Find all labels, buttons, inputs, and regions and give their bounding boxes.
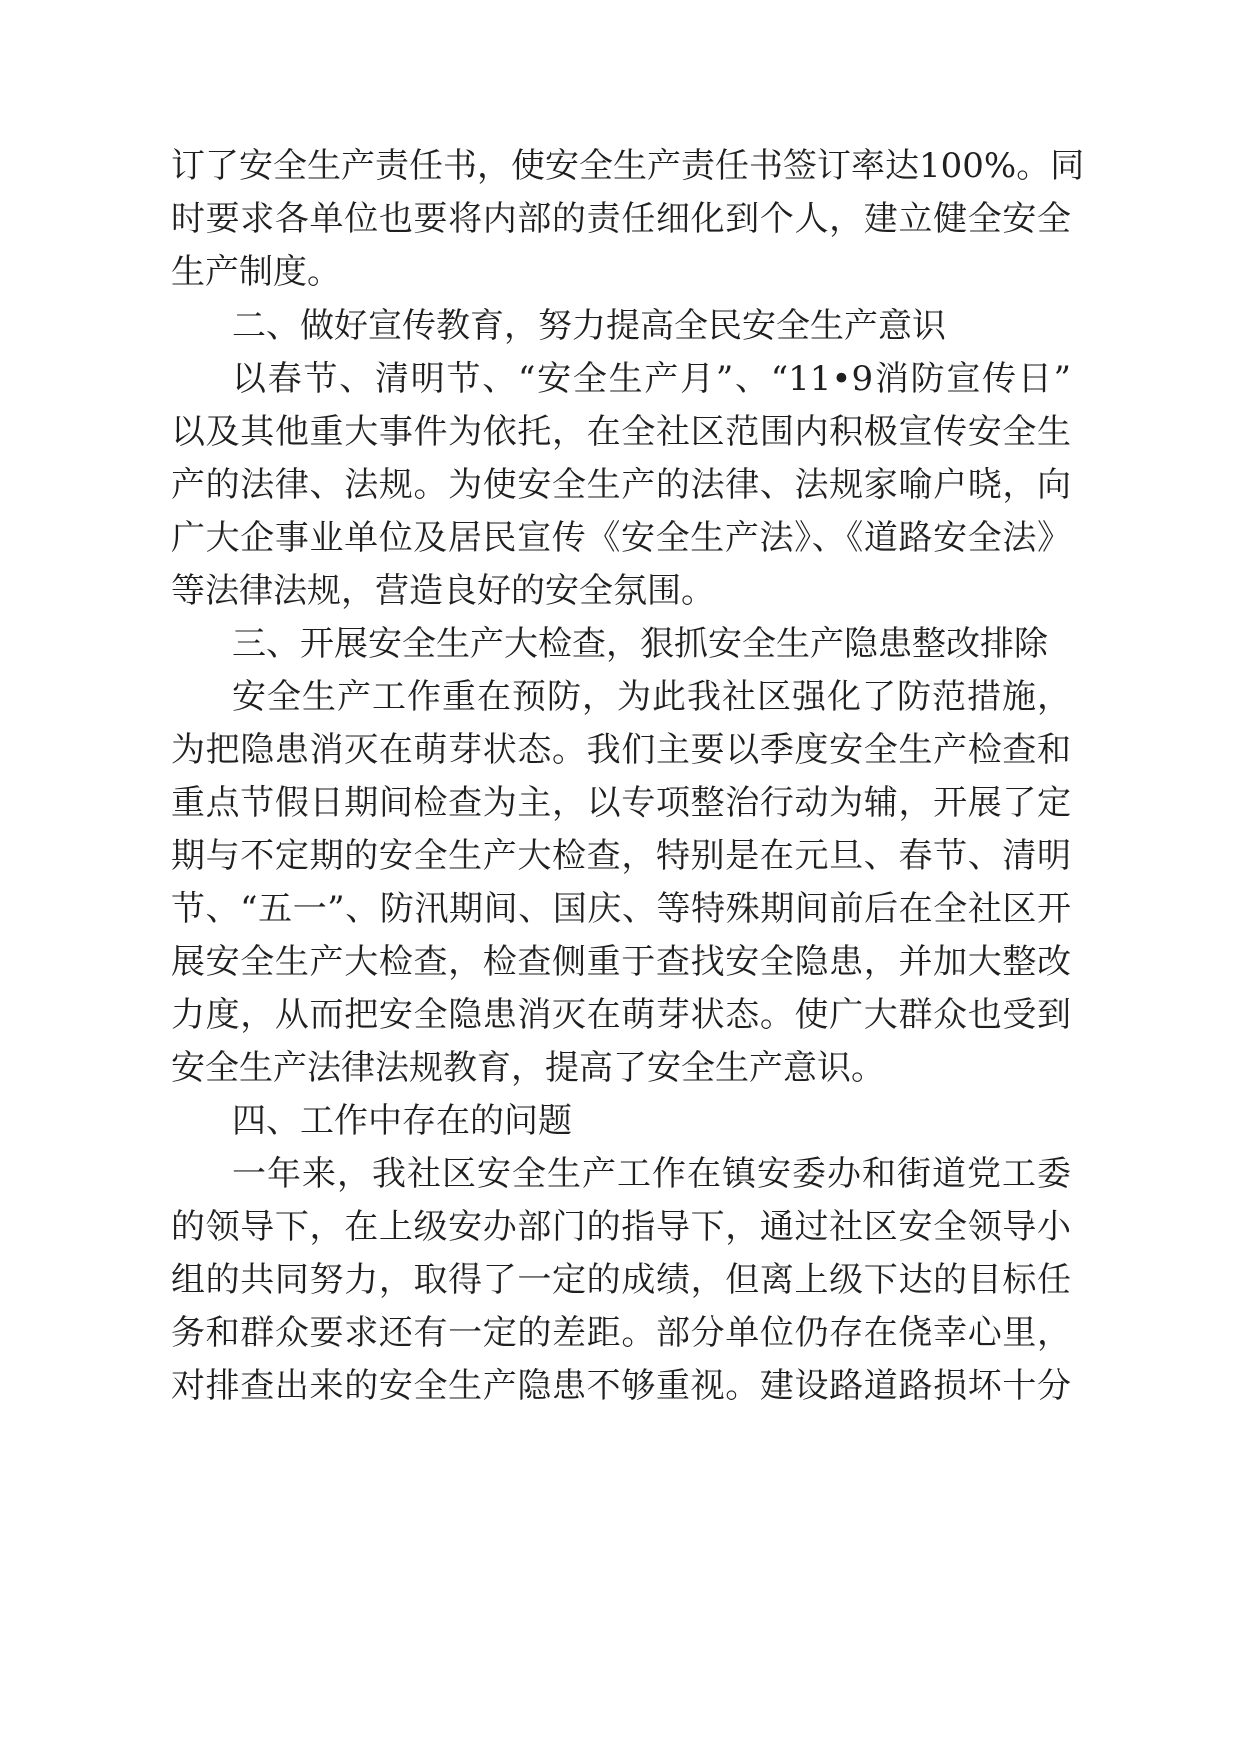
body-line bbox=[0, 1303, 1241, 1363]
line-text: 重点节假日期间检查为主，以专项整治行动为辅，开展了定 bbox=[171, 783, 1071, 823]
body-line bbox=[0, 985, 1241, 1045]
line-text: 订了安全生产责任书，使安全生产责任书签订率达100%。同 bbox=[171, 146, 1085, 186]
body-line bbox=[0, 402, 1241, 462]
line-text: 生产制度。 bbox=[171, 252, 341, 292]
line-text: 务和群众要求还有一定的差距。部分单位仍存在侥幸心里， bbox=[171, 1313, 1071, 1353]
line-text: 以及其他重大事件为依托，在全社区范围内积极宣传安全生 bbox=[171, 412, 1071, 452]
line-text: 期与不定期的安全生产大检查，特别是在元旦、春节、清明 bbox=[171, 836, 1071, 876]
heading-text: 四、工作中存在的问题 bbox=[232, 1101, 572, 1141]
line-text: 一年来，我社区安全生产工作在镇安委办和街道党工委 bbox=[232, 1154, 1071, 1194]
body-line bbox=[0, 349, 1241, 409]
body-line bbox=[0, 1038, 1241, 1098]
body-line bbox=[0, 773, 1241, 833]
line-text: 为把隐患消灭在萌芽状态。我们主要以季度安全生产检查和 bbox=[171, 730, 1071, 770]
line-text: 节、“五一”、防汛期间、国庆、等特殊期间前后在全社区开 bbox=[171, 889, 1071, 929]
body-line bbox=[0, 508, 1241, 568]
line-text: 以春节、清明节、“安全生产月”、“11•9消防宣传日” bbox=[232, 359, 1071, 399]
heading-text: 三、开展安全生产大检查，狠抓安全生产隐患整改排除 bbox=[232, 624, 1048, 664]
line-text: 力度，从而把安全隐患消灭在萌芽状态。使广大群众也受到 bbox=[171, 995, 1071, 1035]
line-text: 等法律法规，营造良好的安全氛围。 bbox=[171, 571, 715, 611]
body-line bbox=[0, 242, 1241, 302]
line-text: 产的法律、法规。为使安全生产的法律、法规家喻户晓，向 bbox=[171, 465, 1071, 505]
line-text: 时要求各单位也要将内部的责任细化到个人，建立健全安全 bbox=[171, 199, 1071, 239]
line-text: 展安全生产大检查，检查侧重于查找安全隐患，并加大整改 bbox=[171, 942, 1071, 982]
line-text: 的领导下，在上级安办部门的指导下，通过社区安全领导小 bbox=[171, 1207, 1071, 1247]
body-line bbox=[0, 720, 1241, 780]
body-line bbox=[0, 1197, 1241, 1257]
body-line bbox=[0, 826, 1241, 886]
body-line bbox=[0, 879, 1241, 939]
body-line bbox=[0, 561, 1241, 621]
line-text: 安全生产工作重在预防，为此我社区强化了防范措施， bbox=[232, 677, 1071, 717]
line-text: 广大企事业单位及居民宣传《安全生产法》、《道路安全法》 bbox=[171, 518, 1071, 558]
body-line bbox=[0, 1144, 1241, 1204]
body-line bbox=[0, 189, 1241, 249]
body-line bbox=[0, 1356, 1241, 1416]
section-heading bbox=[0, 1091, 1241, 1151]
heading-text: 二、做好宣传教育，努力提高全民安全生产意识 bbox=[232, 306, 946, 346]
body-line bbox=[0, 1250, 1241, 1310]
line-text: 安全生产法律法规教育，提高了安全生产意识。 bbox=[171, 1048, 885, 1088]
line-text: 组的共同努力，取得了一定的成绩，但离上级下达的目标任 bbox=[171, 1260, 1071, 1300]
line-text: 对排查出来的安全生产隐患不够重视。建设路道路损坏十分 bbox=[171, 1366, 1071, 1406]
body-line bbox=[0, 932, 1241, 992]
section-heading bbox=[0, 296, 1241, 356]
body-line bbox=[0, 667, 1241, 727]
body-line bbox=[0, 136, 1241, 196]
section-heading bbox=[0, 614, 1241, 674]
body-line bbox=[0, 455, 1241, 515]
